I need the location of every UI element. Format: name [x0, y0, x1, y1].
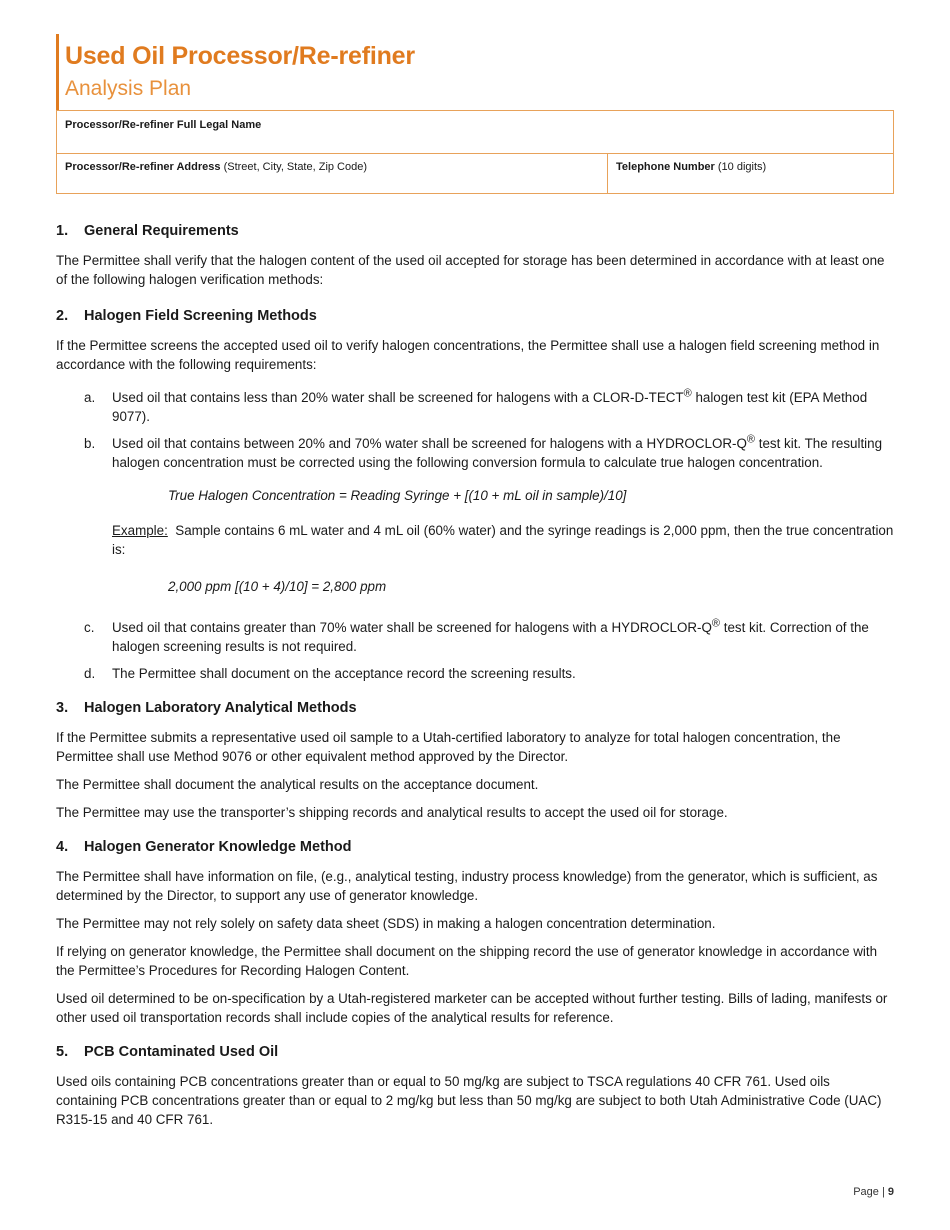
example-formula: 2,000 ppm [(10 + 4)/10] = 2,800 ppm	[168, 579, 387, 594]
legal-name-label: Processor/Re-refiner Full Legal Name	[65, 119, 262, 131]
paragraph: If the Permittee screens the accepted used oil to verify halogen concentrations, the Permittee shall use a halogen field screening method in accordance with the following requirements:	[56, 338, 880, 372]
text-run: test kit. Correction of the halogen screening results is not required.	[112, 620, 869, 654]
list-item	[56, 434, 894, 472]
section-title: Halogen Field Screening Methods	[84, 308, 317, 324]
applicant-info-table	[56, 110, 894, 194]
text-run: test kit. The resulting halogen concentration must be corrected using the following conversion formula to calculate true halogen concentration.	[112, 436, 883, 470]
legal-name-row	[57, 111, 893, 154]
list-item-label: b.	[84, 436, 96, 451]
section-heading-5	[56, 1043, 894, 1062]
telephone-label: Telephone Number	[616, 161, 715, 173]
example-text: Sample contains 6 mL water and 4 mL oil (60% water) and the syringe readings is 2,000 ppm, then the true concentration is:	[112, 523, 898, 557]
page-title: Used Oil Processor/Re-refiner	[65, 42, 415, 70]
text-run: Used oil that contains greater than 70% water shall be screened for halogens with a HYDROCLOR-Q	[112, 620, 712, 635]
section-heading-2	[56, 307, 894, 326]
list-item-label: c.	[84, 620, 95, 635]
section-title: Halogen Laboratory Analytical Methods	[84, 700, 357, 716]
registered-mark: ®	[746, 433, 756, 446]
section-title: PCB Contaminated Used Oil	[84, 1044, 279, 1060]
example-label: Example:	[112, 523, 168, 538]
paragraph: The Permittee shall verify that the halogen content of the used oil accepted for storage has been determined in accordance with at least one of the following halogen verification methods:	[56, 253, 885, 287]
example-paragraph	[112, 521, 898, 559]
paragraph: If the Permittee submits a representative used oil sample to a Utah-certified laboratory to analyze for total halogen concentration, the Permittee shall use Method 9076 or other equivalent method approved by the Director.	[56, 730, 841, 764]
list-item-text	[112, 388, 894, 426]
section-number: 4.	[56, 839, 69, 855]
section-heading-4	[56, 838, 894, 857]
registered-mark: ®	[683, 387, 692, 400]
address-hint: (Street, City, State, Zip Code)	[223, 161, 368, 173]
list-item-text	[112, 434, 894, 472]
section-number: 1.	[56, 223, 69, 239]
section-heading-1	[56, 222, 894, 241]
section-heading-3	[56, 699, 894, 718]
page-number: 9	[887, 1186, 894, 1198]
address-label: Processor/Re-refiner Address	[65, 161, 221, 173]
section-number: 2.	[56, 308, 69, 324]
document-body	[56, 222, 898, 1138]
paragraph: The Permittee shall document the analytical results on the acceptance document.	[56, 777, 539, 792]
page-subtitle: Analysis Plan	[65, 77, 192, 100]
section-title: Halogen Generator Knowledge Method	[84, 839, 352, 855]
telephone-field[interactable]	[608, 153, 893, 194]
paragraph: Used oils containing PCB concentrations greater than or equal to 50 mg/kg are subject to TSCA regulations 40 CFR 761. Used oils containing PCB concentrations greater than or equal to 2 mg/kg but less than 50 mg/kg are subject to both Utah Administrative Code (UAC) R315-15 and 40 CFR 761.	[56, 1074, 882, 1127]
page-footer	[853, 1186, 894, 1198]
list-item-text: The Permittee shall document on the acceptance record the screening results.	[112, 666, 576, 681]
list-item-text	[112, 618, 894, 656]
paragraph: Used oil determined to be on-specification by a Utah-registered marketer can be accepted without further testing. Bills of lading, manifests or other used oil transportation records shall include copies of the analytical results for reference.	[56, 991, 888, 1025]
list-item	[56, 618, 894, 656]
address-field[interactable]	[57, 153, 608, 194]
list-item-label: a.	[84, 390, 96, 405]
paragraph: The Permittee may not rely solely on safety data sheet (SDS) in making a halogen concentration determination.	[56, 916, 716, 931]
section-number: 5.	[56, 1044, 69, 1060]
legal-name-field[interactable]	[57, 111, 893, 152]
section-title: General Requirements	[84, 223, 239, 239]
page-label: Page |	[853, 1186, 888, 1198]
registered-mark: ®	[711, 617, 721, 630]
text-run: Used oil that contains less than 20% water shall be screened for halogens with a CLOR-D-TECT	[112, 390, 684, 405]
paragraph: The Permittee shall have information on file, (e.g., analytical testing, industry process knowledge) from the generator, which is sufficient, as determined by the Director, to support any use of generator knowledge.	[56, 869, 878, 903]
telephone-hint: (10 digits)	[717, 161, 767, 173]
list-item-label: d.	[84, 666, 96, 681]
paragraph: If relying on generator knowledge, the Permittee shall document on the shipping record the use of generator knowledge in accordance with the Permittee’s Procedures for Recording Halogen Content.	[56, 944, 878, 978]
conversion-formula: True Halogen Concentration = Reading Syringe + [(10 + mL oil in sample)/10]	[168, 488, 627, 503]
list-item	[56, 388, 894, 426]
title-accent-bar	[56, 34, 59, 110]
address-row	[57, 153, 893, 194]
list-item	[56, 664, 894, 683]
text-run: halogen test kit (EPA Method 9077).	[112, 390, 868, 424]
screening-requirements-list	[56, 387, 898, 683]
section-number: 3.	[56, 700, 69, 716]
text-run: Used oil that contains between 20% and 70% water shall be screened for halogens with a HYDROCLOR-Q	[112, 436, 747, 451]
paragraph: The Permittee may use the transporter’s shipping records and analytical results to accept the used oil for storage.	[56, 805, 728, 820]
